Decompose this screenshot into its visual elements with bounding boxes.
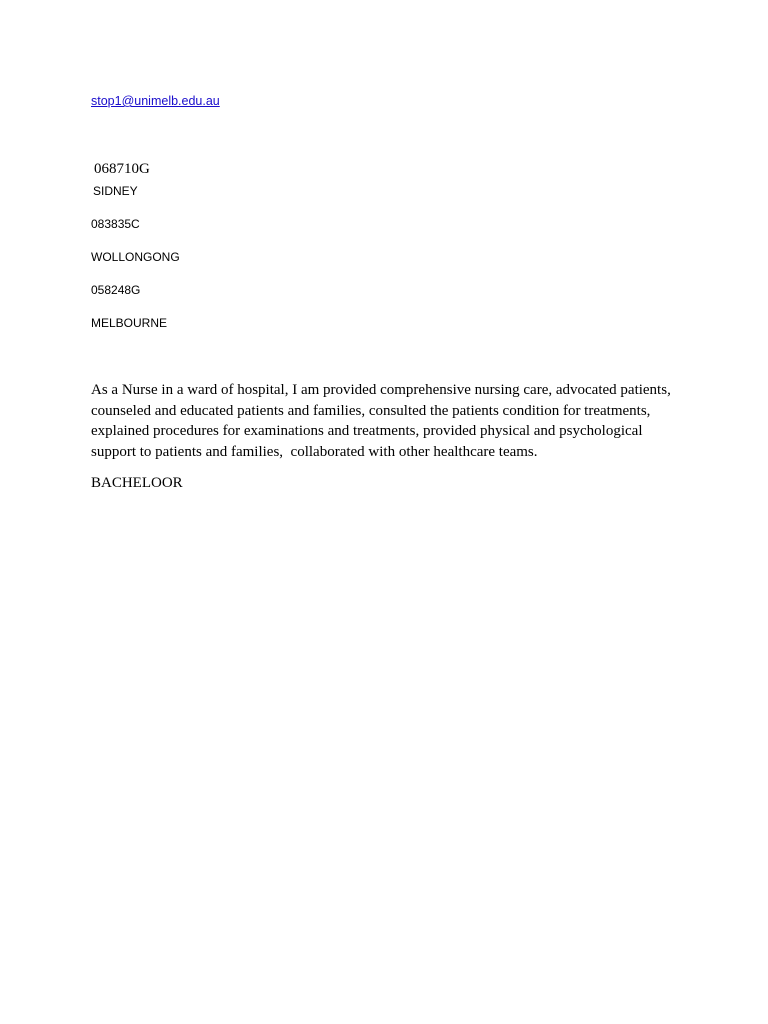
- paragraph-line: counseled and educated patients and families, consulted the patients condition for treatments,: [91, 402, 651, 419]
- paragraph-line: support to patients and families, collaborated with other healthcare teams.: [91, 443, 538, 460]
- email-link[interactable]: stop1@unimelb.edu.au: [91, 94, 220, 108]
- paragraph-line: As a Nurse in a ward of hospital, I am provided comprehensive nursing care, advocated patients,: [91, 382, 671, 398]
- paragraph-line: explained procedures for examinations and treatments, provided physical and psychological: [91, 423, 643, 439]
- city-melbourne: MELBOURNE: [91, 316, 168, 330]
- code-058248g: 058248G: [91, 283, 141, 297]
- city-sidney: SIDNEY: [93, 184, 138, 198]
- code-083835c: 083835C: [91, 217, 140, 231]
- description-paragraph: [91, 380, 691, 462]
- code-068710g: 068710G: [94, 161, 150, 177]
- city-wollongong: WOLLONGONG: [91, 250, 180, 264]
- degree-text: BACHELOOR: [91, 475, 183, 491]
